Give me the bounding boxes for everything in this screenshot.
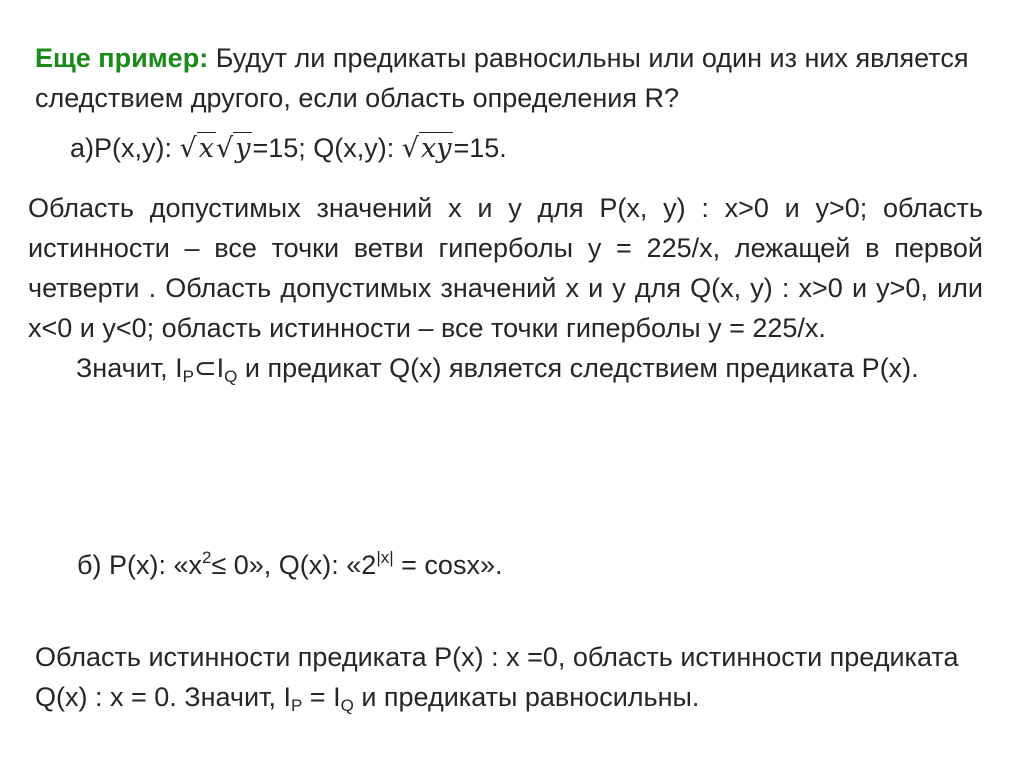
subscript-p: P: [182, 367, 195, 386]
part-a-q-rhs: =15.: [453, 133, 507, 163]
part-b-prefix: б) P(x): «x: [77, 550, 202, 580]
conclusion-start: Значит, I: [76, 353, 183, 383]
explanation-b-sub-q: Q: [340, 696, 354, 715]
power-2: 2: [201, 548, 212, 567]
part-b-formulas: [77, 538, 977, 585]
explanation-a: [28, 188, 983, 397]
explanation-b-end: и предикаты равносильны.: [353, 682, 700, 712]
intro-bold-label: Еще пример:: [35, 43, 209, 73]
sqrt-y: √y: [215, 133, 251, 164]
subscript-q: Q: [224, 367, 238, 386]
part-a-prefix: а)P(x,y):: [70, 133, 180, 163]
abs-exponent: |x|: [376, 548, 394, 567]
intro-question: Будут ли предикаты равносильны или один из них является следствием другого, если область определения R?: [35, 43, 969, 113]
explanation-b-sub-p: P: [290, 696, 303, 715]
sqrt-x: √x: [179, 133, 214, 164]
explanation-a-text: Область допустимых значений х и у для P(x, y) : x>0 и y>0; область истинности – все точки ветви гиперболы у = 225/х, лежащей в первой четверти . Область допустимых значений х и у для Q(x, y) : x>0 и y>0, или x<0 и y<0; область истинности – все точки гиперболы у = 225/х.: [28, 193, 983, 343]
part-b-rest: = cosx».: [393, 550, 503, 580]
explanation-b: [35, 637, 970, 726]
explanation-b-line1: Область истинности предиката P(x) : x =0, область истинности предиката Q(x) : x = 0. Значит, I: [35, 642, 959, 712]
subset-symbol: ⊂: [194, 353, 217, 383]
i-letter: I: [216, 353, 225, 383]
explanation-b-eq: = I: [302, 682, 341, 712]
part-a-formulas: [70, 128, 970, 169]
part-a-p-rhs: =15; Q(x,y):: [252, 133, 402, 163]
conclusion-end: и предикат Q(x) является следствием предиката P(x).: [237, 353, 919, 383]
sqrt-xy: √xy: [401, 133, 452, 164]
intro-paragraph: [35, 38, 985, 118]
part-b-leq: ≤ 0», Q(x): «2: [211, 550, 377, 580]
